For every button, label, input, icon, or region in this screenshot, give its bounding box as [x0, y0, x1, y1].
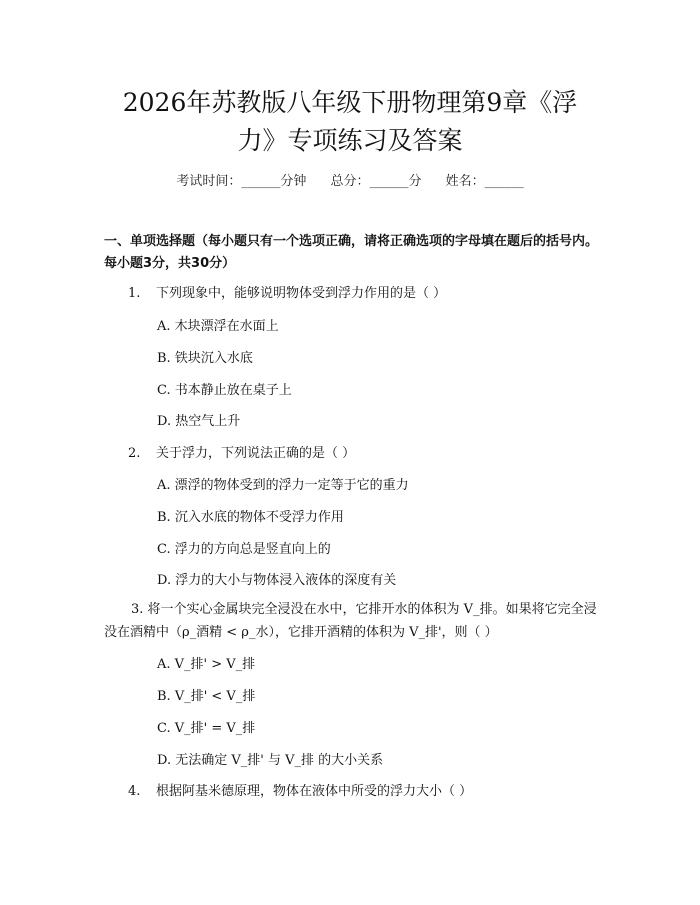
question-2-option-b: B. 沉入水底的物体不受浮力作用 — [157, 510, 344, 525]
question-3 — [104, 598, 602, 644]
question-text: 将一个实心金属块完全浸没在水中，它排开水的体积为 V_排。如果将它完全浸没在酒精中（ρ_酒精 < ρ_水），它排开酒精的体积为 V_排'，则（ ） — [104, 602, 597, 640]
question-number: 2. — [128, 446, 141, 461]
question-1-option-a: A. 木块漂浮在水面上 — [157, 319, 279, 334]
question-3-option-b: B. V_排' < V_排 — [157, 689, 256, 704]
question-4 — [128, 780, 472, 799]
question-text: 根据阿基米德原理，物体在液体中所受的浮力大小（ ） — [156, 784, 473, 799]
question-1 — [128, 282, 446, 301]
question-3-option-d: D. 无法确定 V_排' 与 V_排 的大小关系 — [157, 753, 384, 768]
exam-title-line-2: 力》专项练习及答案 — [237, 126, 463, 155]
exam-score-field: 总分：______分 — [330, 174, 422, 189]
question-text: 关于浮力，下列说法正确的是（ ） — [156, 446, 356, 461]
question-number: 4. — [128, 784, 141, 799]
question-2-option-c: C. 浮力的方向总是竖直向上的 — [157, 542, 331, 557]
question-number: 1. — [128, 286, 141, 301]
question-2-option-d: D. 浮力的大小与物体浸入液体的深度有关 — [157, 573, 397, 588]
question-number: 3. — [131, 602, 144, 617]
question-1-option-c: C. 书本静止放在桌子上 — [157, 383, 292, 398]
exam-time-field: 考试时间：______分钟 — [176, 174, 307, 189]
exam-title — [90, 84, 610, 160]
question-3-option-a: A. V_排' > V_排 — [157, 657, 256, 672]
question-2-option-a: A. 漂浮的物体受到的浮力一定等于它的重力 — [157, 478, 409, 493]
exam-meta — [0, 170, 700, 189]
question-1-option-b: B. 铁块沉入水底 — [157, 351, 253, 366]
exam-name-field: 姓名：______ — [445, 174, 524, 189]
exam-title-line-1: 2026年苏教版八年级下册物理第9章《浮 — [122, 88, 578, 117]
question-3-option-c: C. V_排' = V_排 — [157, 721, 256, 736]
question-2 — [128, 442, 355, 461]
question-text: 下列现象中，能够说明物体受到浮力作用的是（ ） — [156, 286, 447, 301]
section-heading: 一、单项选择题（每小题只有一个选项正确，请将正确选项的字母填在题后的括号内。每小题3分，共30分） — [104, 234, 599, 271]
question-1-option-d: D. 热空气上升 — [157, 414, 241, 429]
